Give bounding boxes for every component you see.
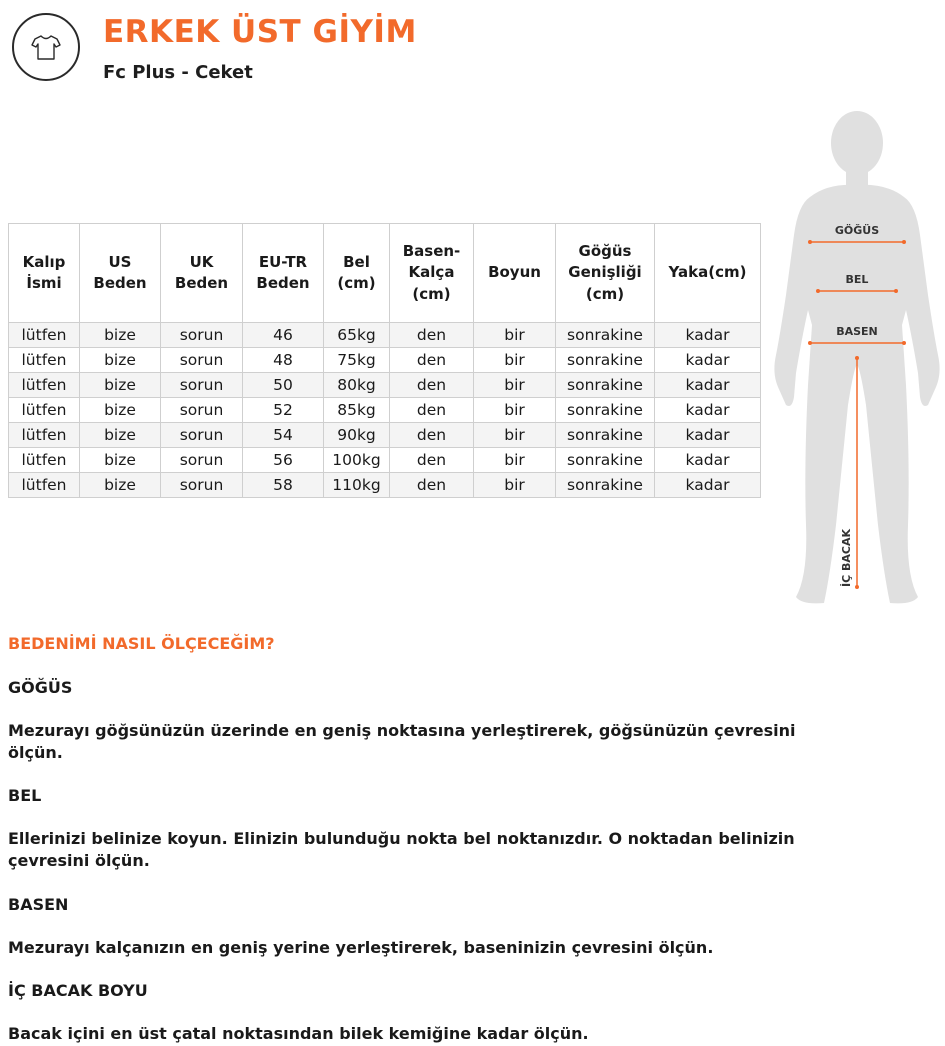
body-measurement-figure (770, 105, 945, 610)
table-cell: kadar (655, 323, 761, 348)
table-cell: 52 (243, 398, 324, 423)
table-row (9, 398, 761, 423)
table-cell: lütfen (9, 373, 80, 398)
table-cell: sorun (161, 348, 243, 373)
table-cell: 48 (243, 348, 324, 373)
table-cell: bize (80, 398, 161, 423)
table-cell: bir (474, 448, 556, 473)
hip-marker-right (902, 341, 906, 345)
header-gogus-genisligi: Göğüs Genişliği (cm) (556, 224, 655, 323)
table-cell: sonrakine (556, 348, 655, 373)
table-cell: 50 (243, 373, 324, 398)
header-boyun: Boyun (474, 224, 556, 323)
table-cell: bize (80, 373, 161, 398)
inseam-text: Bacak içini en üst çatal noktasından bilek kemiğine kadar ölçün. (8, 1024, 589, 1043)
inseam-marker-top (855, 356, 859, 360)
table-cell: kadar (655, 373, 761, 398)
table-cell: sonrakine (556, 423, 655, 448)
header-eu-tr-beden: EU-TR Beden (243, 224, 324, 323)
table-cell: 80kg (324, 373, 390, 398)
inseam-marker-bottom (855, 585, 859, 589)
hip-marker-left (808, 341, 812, 345)
header-basen-kalca: Basen- Kalça (cm) (390, 224, 474, 323)
table-cell: 75kg (324, 348, 390, 373)
table-cell: den (390, 423, 474, 448)
table-cell: bir (474, 398, 556, 423)
table-cell: den (390, 323, 474, 348)
page-title: ERKEK ÜST GİYİM (103, 14, 417, 50)
table-cell: den (390, 398, 474, 423)
table-body (9, 323, 761, 498)
table-cell: 46 (243, 323, 324, 348)
table-cell: bize (80, 348, 161, 373)
table-cell: 65kg (324, 323, 390, 348)
table-cell: kadar (655, 473, 761, 498)
table-cell: lütfen (9, 348, 80, 373)
table-cell: lütfen (9, 398, 80, 423)
table-cell: 90kg (324, 423, 390, 448)
size-table (8, 223, 761, 498)
table-cell: sonrakine (556, 448, 655, 473)
table-cell: bir (474, 423, 556, 448)
tshirt-icon-badge (12, 13, 80, 81)
table-cell: kadar (655, 348, 761, 373)
table-cell: bir (474, 473, 556, 498)
inseam-label: İÇ BACAK (840, 528, 853, 587)
table-cell: bir (474, 373, 556, 398)
table-cell: 110kg (324, 473, 390, 498)
table-header-row (9, 224, 761, 323)
table-cell: lütfen (9, 448, 80, 473)
table-cell: bize (80, 473, 161, 498)
hip-text: Mezurayı kalçanızın en geniş yerine yerleştirerek, baseninizin çevresini ölçün. (8, 938, 714, 957)
table-cell: den (390, 473, 474, 498)
table-cell: kadar (655, 398, 761, 423)
table-cell: lütfen (9, 323, 80, 348)
table-cell: den (390, 348, 474, 373)
table-cell: 56 (243, 448, 324, 473)
table-cell: sorun (161, 398, 243, 423)
table-row (9, 473, 761, 498)
table-cell: bize (80, 423, 161, 448)
table-cell: bize (80, 323, 161, 348)
table-cell: sonrakine (556, 473, 655, 498)
table-cell: kadar (655, 423, 761, 448)
table-cell: 54 (243, 423, 324, 448)
hip-label: BASEN (836, 325, 878, 338)
guide-heading: BEDENİMİ NASIL ÖLÇECEĞİM? (8, 634, 275, 653)
table-cell: kadar (655, 448, 761, 473)
table-cell: den (390, 373, 474, 398)
chest-marker-right (902, 240, 906, 244)
tshirt-icon (31, 33, 61, 61)
table-cell: sonrakine (556, 373, 655, 398)
table-cell: sorun (161, 373, 243, 398)
table-cell: bir (474, 348, 556, 373)
table-cell: 85kg (324, 398, 390, 423)
table-cell: 100kg (324, 448, 390, 473)
chest-text: Mezurayı göğsünüzün üzerinde en geniş noktasına yerleştirerek, göğsünüzün çevresini ölçün. (8, 721, 796, 762)
table-cell: sonrakine (556, 398, 655, 423)
waist-marker-right (894, 289, 898, 293)
hip-title: BASEN (8, 895, 69, 914)
waist-marker-left (816, 289, 820, 293)
table-row (9, 423, 761, 448)
table-cell: bir (474, 323, 556, 348)
table-cell: sorun (161, 323, 243, 348)
table-cell: sorun (161, 448, 243, 473)
chest-title: GÖĞÜS (8, 678, 73, 697)
table-cell: sorun (161, 423, 243, 448)
header-yaka: Yaka(cm) (655, 224, 761, 323)
inseam-title: İÇ BACAK BOYU (8, 981, 148, 1000)
measurement-guide (8, 633, 808, 1045)
waist-text: Ellerinizi belinize koyun. Elinizin bulunduğu nokta bel noktanızdır. O noktadan belinizin çevresini ölçün. (8, 829, 795, 870)
table-row (9, 323, 761, 348)
table-cell: sorun (161, 473, 243, 498)
table-cell: sonrakine (556, 323, 655, 348)
table-cell: den (390, 448, 474, 473)
table-cell: lütfen (9, 423, 80, 448)
table-row (9, 373, 761, 398)
header-kalip-ismi: Kalıp İsmi (9, 224, 80, 323)
table-row (9, 448, 761, 473)
header-uk-beden: UK Beden (161, 224, 243, 323)
chest-label: GÖĞÜS (834, 224, 880, 237)
product-subtitle: Fc Plus - Ceket (103, 62, 253, 83)
table-row (9, 348, 761, 373)
table-cell: bize (80, 448, 161, 473)
chest-marker-left (808, 240, 812, 244)
table-cell: 58 (243, 473, 324, 498)
waist-label: BEL (845, 273, 869, 286)
header-bel: Bel (cm) (324, 224, 390, 323)
header-us-beden: US Beden (80, 224, 161, 323)
table-cell: lütfen (9, 473, 80, 498)
waist-title: BEL (8, 786, 42, 805)
